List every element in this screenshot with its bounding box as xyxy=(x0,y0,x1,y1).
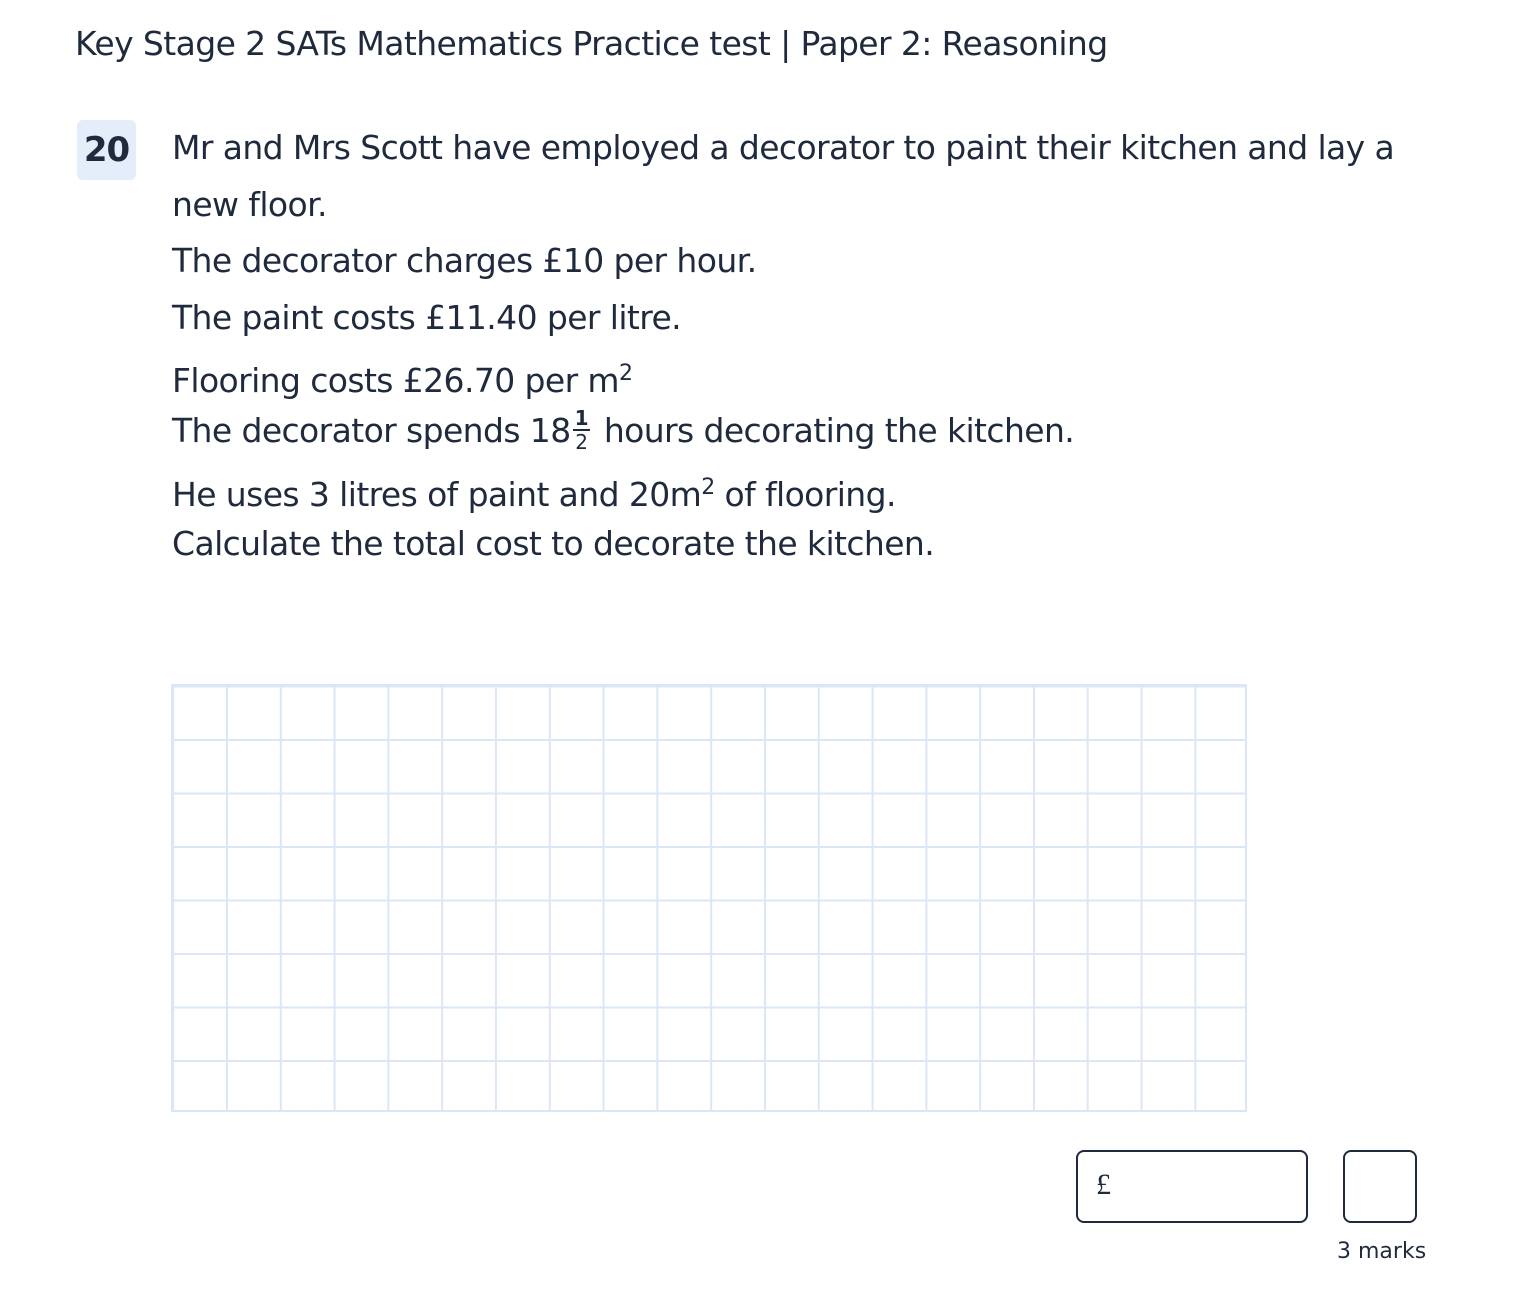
working-grid[interactable] xyxy=(171,684,1247,1112)
pound-sign: £ xyxy=(1096,1168,1111,1201)
question-number-badge: 20 xyxy=(77,120,136,180)
question-text-line-7 xyxy=(172,466,896,517)
marks-label: 3 marks xyxy=(1337,1239,1427,1264)
question-text-line-2: new floor. xyxy=(172,185,327,224)
fraction-numerator: 1 xyxy=(574,405,588,430)
question-text-line-6 xyxy=(172,405,1075,455)
answer-input-box[interactable] xyxy=(1076,1150,1308,1223)
usage-text-after: of flooring. xyxy=(714,475,896,514)
question-text-line-8: Calculate the total cost to decorate the kitchen. xyxy=(172,524,935,563)
question-text-line-3: The decorator charges £10 per hour. xyxy=(172,241,757,280)
page-title: Key Stage 2 SATs Mathematics Practice test | Paper 2: Reasoning xyxy=(75,24,1108,63)
question-text-line-4: The paint costs £11.40 per litre. xyxy=(172,298,682,337)
fraction-denominator: 2 xyxy=(575,429,588,454)
hours-text-after: hours decorating the kitchen. xyxy=(593,411,1075,450)
marks-box xyxy=(1343,1150,1417,1223)
half-fraction xyxy=(573,405,590,454)
hours-text-before: The decorator spends 18 xyxy=(172,411,571,450)
question-text-line-5 xyxy=(172,352,632,403)
squared-superscript: 2 xyxy=(618,361,633,386)
usage-text-before: He uses 3 litres of paint and 20m xyxy=(172,475,702,514)
question-text-line-1: Mr and Mrs Scott have employed a decorator to paint their kitchen and lay a xyxy=(172,128,1395,167)
flooring-cost-text: Flooring costs £26.70 per m xyxy=(172,361,619,400)
squared-superscript: 2 xyxy=(701,475,715,500)
